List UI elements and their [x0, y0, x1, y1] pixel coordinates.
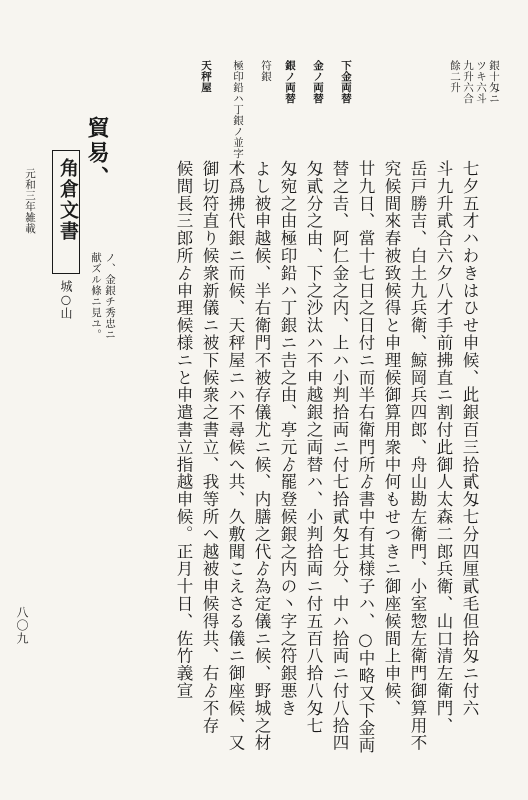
- margin-note: 餘二升: [449, 60, 461, 93]
- body-line: 斗九升貳合六夕八才手前拂直ニ割付此御人太森二郎兵衛、山口清左衛門、: [434, 160, 453, 735]
- body-line: 究候間來春被致候得と申理候御算用衆中何もせつきニ御座候間上申候、: [382, 160, 401, 717]
- body-line: 七夕五才ハわきはひせ申候、此銀百三拾貳匁七分四厘貳毛但拾匁ニ付六: [460, 160, 479, 717]
- body-line: よし被申越候、半右衛門不被存儀尤ニ候、内膳之代ゟ為定儀ニ候、野城之材: [252, 160, 271, 752]
- year-label: 元和三年雑載: [24, 168, 36, 234]
- margin-heading: 天秤屋: [200, 60, 212, 93]
- body-line: 匁宛之由極印鉛ハ丁銀ニ𠮷之由、𠅘元ゟ罷登候銀之内の丶字之符銀悪き: [278, 160, 297, 717]
- body-line: 木爲拂代銀ニ而候、天秤屋ニハ不尋候へ共、久敷聞こえさる儀ニ御座候、又: [226, 160, 245, 752]
- margin-heading: 極印鉛ハ丁銀ノ並字ノ: [232, 60, 244, 170]
- source-suffix: 城○山: [59, 280, 73, 320]
- margin-heading: 銀ノ両替: [284, 60, 296, 104]
- left-note: 献ズル條ニ見ユ。: [90, 252, 102, 340]
- source-title: 角倉文書: [57, 158, 79, 242]
- margin-note: 銀十匁ニ: [488, 60, 500, 104]
- margin-heading: 符銀: [260, 60, 272, 82]
- body-line: 岳戸勝吉、白土九兵衛、鯨岡兵四郎、舟山勘左衛門、小室惣左衛門御算用不: [408, 160, 427, 752]
- margin-note: 九升六合: [462, 60, 474, 104]
- body-line: 御切符直り候衆新儀ニ被下候衆之書立、我等所へ越被申候得共、右ゟ不存: [200, 160, 219, 735]
- margin-note: ツキ六斗: [475, 60, 487, 104]
- left-note: ノ、金銀チ秀忠ニ: [104, 252, 116, 340]
- body-line: 匁貳分之由、下之沙汰ハ不申越銀之両替ハ、小判拾両ニ付五百八拾八匁七: [304, 160, 323, 735]
- margin-heading: 金ノ両替: [312, 60, 324, 104]
- body-line: 廿九日、當十七日之日付ニ而半右衛門所ゟ書中有其様子ハ、○中略又下金両: [356, 160, 375, 755]
- page-number: 八〇九: [15, 606, 29, 645]
- margin-heading: 下金両替: [340, 60, 352, 104]
- body-line: 替之𠮷、阿仁金之内、上ハ小判拾両ニ付七拾貳匁七分、中ハ拾両ニ付八拾四: [330, 160, 349, 752]
- section-title: 貿易、: [84, 116, 110, 191]
- body-line: 候間長三郎所ゟ申理候様ニと申遣書立指越申候。正月十日、佐竹義宣: [174, 160, 193, 700]
